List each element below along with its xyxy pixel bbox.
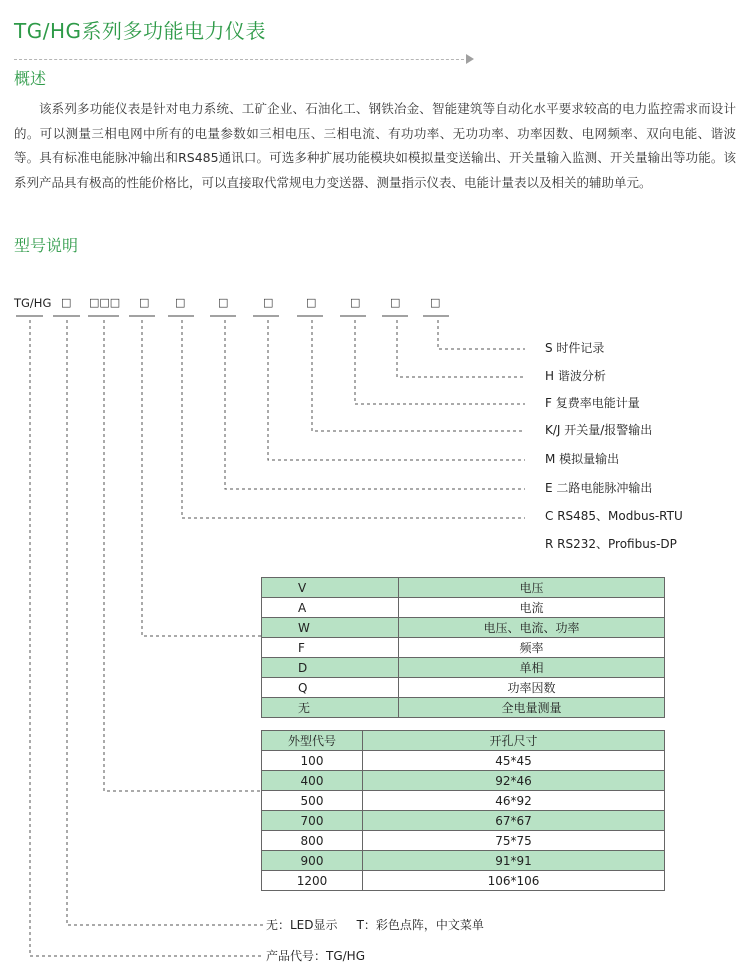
table-row: 500 46*92	[262, 791, 665, 811]
option-s: S 时件记录	[545, 341, 605, 355]
table-row: 800 75*75	[262, 831, 665, 851]
table-row: 400 92*46	[262, 771, 665, 791]
page-title: TG/HG系列多功能电力仪表	[14, 19, 266, 43]
function-table	[261, 577, 665, 718]
size-table	[261, 730, 665, 891]
model-box-2: □□□	[89, 296, 121, 309]
model-box-1: □	[61, 296, 72, 309]
table-row: A 电流	[262, 598, 665, 618]
model-heading: 型号说明	[14, 236, 79, 255]
table-row: F 频率	[262, 638, 665, 658]
table-row: 900 91*91	[262, 851, 665, 871]
option-f: F 复费率电能计量	[545, 396, 640, 410]
model-box-4: □	[175, 296, 186, 309]
display-option-line: 无：LED显示 T：彩色点阵，中文菜单	[266, 918, 484, 932]
product-code-line: 产品代号：TG/HG	[266, 949, 365, 963]
table-row: 100 45*45	[262, 751, 665, 771]
table-row: 无 全电量测量	[262, 698, 665, 718]
overview-heading: 概述	[14, 69, 47, 88]
table-row: 700 67*67	[262, 811, 665, 831]
table-row: D 单相	[262, 658, 665, 678]
model-code: TG/HG	[14, 296, 52, 310]
table-row: W 电压、电流、功率	[262, 618, 665, 638]
overview-text: 该系列多功能仪表是针对电力系统、工矿企业、石油化工、钢铁冶金、智能建筑等自动化水平要求较高的电力监控需求而设计的。可以测量三相电网中所有的电量参数如三相电压、三相电流、有功功率、无功功率、功率因数、电网频率、双向电能、谐波等。具有标准电能脉冲输出和RS485通讯口。可选多种扩展功能模块如模拟量变送输出、开关量输入监测、开关量输出等功能。该系列产品具有极高的性能价格比，可以直接取代常规电力变送器、测量指示仪表、电能计量表以及相关的辅助单元。	[14, 101, 736, 190]
model-box-7: □	[306, 296, 317, 309]
option-e: E 二路电能脉冲输出	[545, 481, 653, 495]
model-box-5: □	[218, 296, 229, 309]
model-box-9: □	[390, 296, 401, 309]
model-box-3: □	[139, 296, 150, 309]
table-row: Q 功率因数	[262, 678, 665, 698]
option-kj: K/J 开关量/报警输出	[545, 423, 653, 437]
option-c: C RS485、Modbus-RTU	[545, 509, 683, 523]
option-h: H 谐波分析	[545, 369, 606, 383]
option-m: M 模拟量输出	[545, 452, 620, 466]
table-row: 1200 106*106	[262, 871, 665, 891]
table-header: 外型代号 开孔尺寸	[262, 731, 665, 751]
model-box-10: □	[430, 296, 441, 309]
model-box-8: □	[350, 296, 361, 309]
table-row: V 电压	[262, 578, 665, 598]
option-r: R RS232、Profibus-DP	[545, 537, 677, 551]
model-box-6: □	[263, 296, 274, 309]
